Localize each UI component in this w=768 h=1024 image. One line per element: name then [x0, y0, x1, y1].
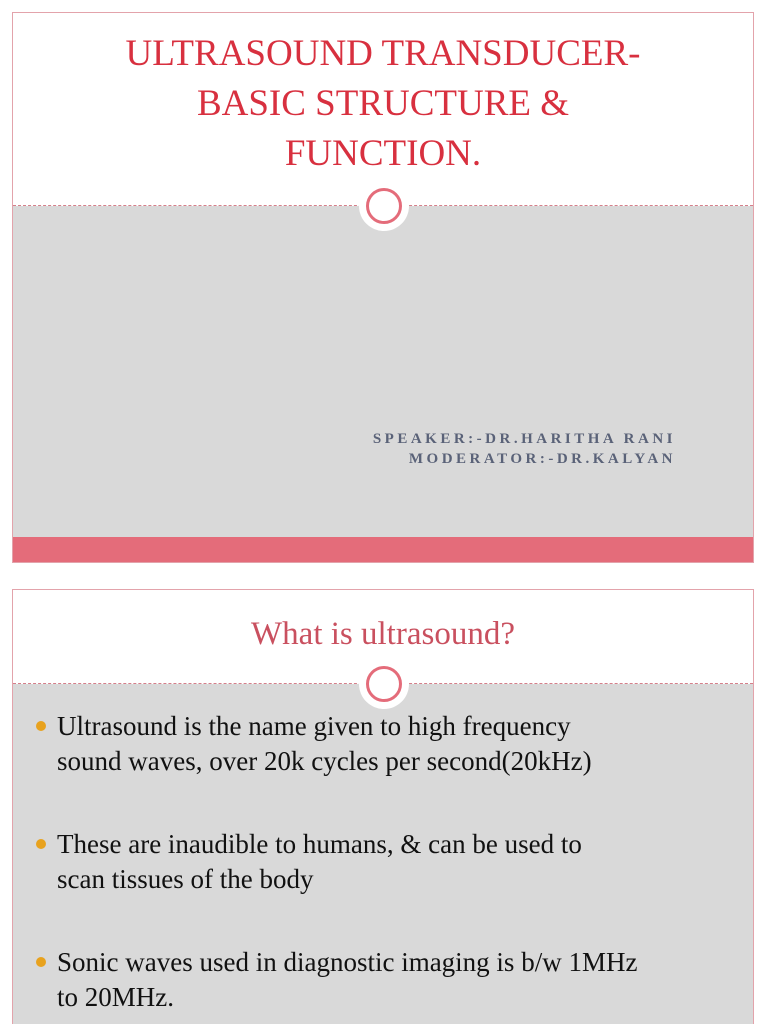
title-line-1: ULTRASOUND TRANSDUCER-	[125, 33, 641, 74]
bullet-dot-icon	[36, 721, 46, 731]
title-line-3: FUNCTION.	[284, 133, 482, 174]
list-item	[31, 945, 741, 1015]
bullet-dot-icon	[36, 839, 46, 849]
ring-icon	[359, 659, 409, 709]
slide-title: What is ultrasound?	[251, 616, 515, 652]
moderator-line: MODERATOR:-DR.KALYAN	[408, 451, 676, 467]
bullet-text-line: These are inaudible to humans, & can be used to	[57, 829, 582, 859]
list-item	[31, 827, 741, 897]
title-slide	[12, 12, 754, 563]
title-line-2: BASIC STRUCTURE &	[196, 83, 570, 124]
bullet-text-line: Sonic waves used in diagnostic imaging is b/w 1MHz	[57, 947, 638, 977]
content-slide	[12, 589, 754, 1024]
speaker-line: SPEAKER:-DR.HARITHA RANI	[372, 431, 676, 447]
credits-block	[113, 429, 676, 469]
ring-icon	[359, 181, 409, 231]
bullet-text-line: to 20MHz.	[57, 982, 174, 1012]
bullet-text-line: Ultrasound is the name given to high frequency	[57, 711, 571, 741]
bullet-text-line: sound waves, over 20k cycles per second(20kHz)	[57, 746, 592, 776]
bullet-list	[31, 709, 741, 1024]
list-item	[31, 709, 741, 779]
bullet-text-line: scan tissues of the body	[57, 864, 314, 894]
presentation-title	[33, 29, 733, 179]
title-slide-header	[13, 13, 753, 206]
accent-bar	[13, 537, 753, 563]
bullet-dot-icon	[36, 957, 46, 967]
ring-icon-inner	[366, 666, 402, 702]
ring-icon-inner	[366, 188, 402, 224]
